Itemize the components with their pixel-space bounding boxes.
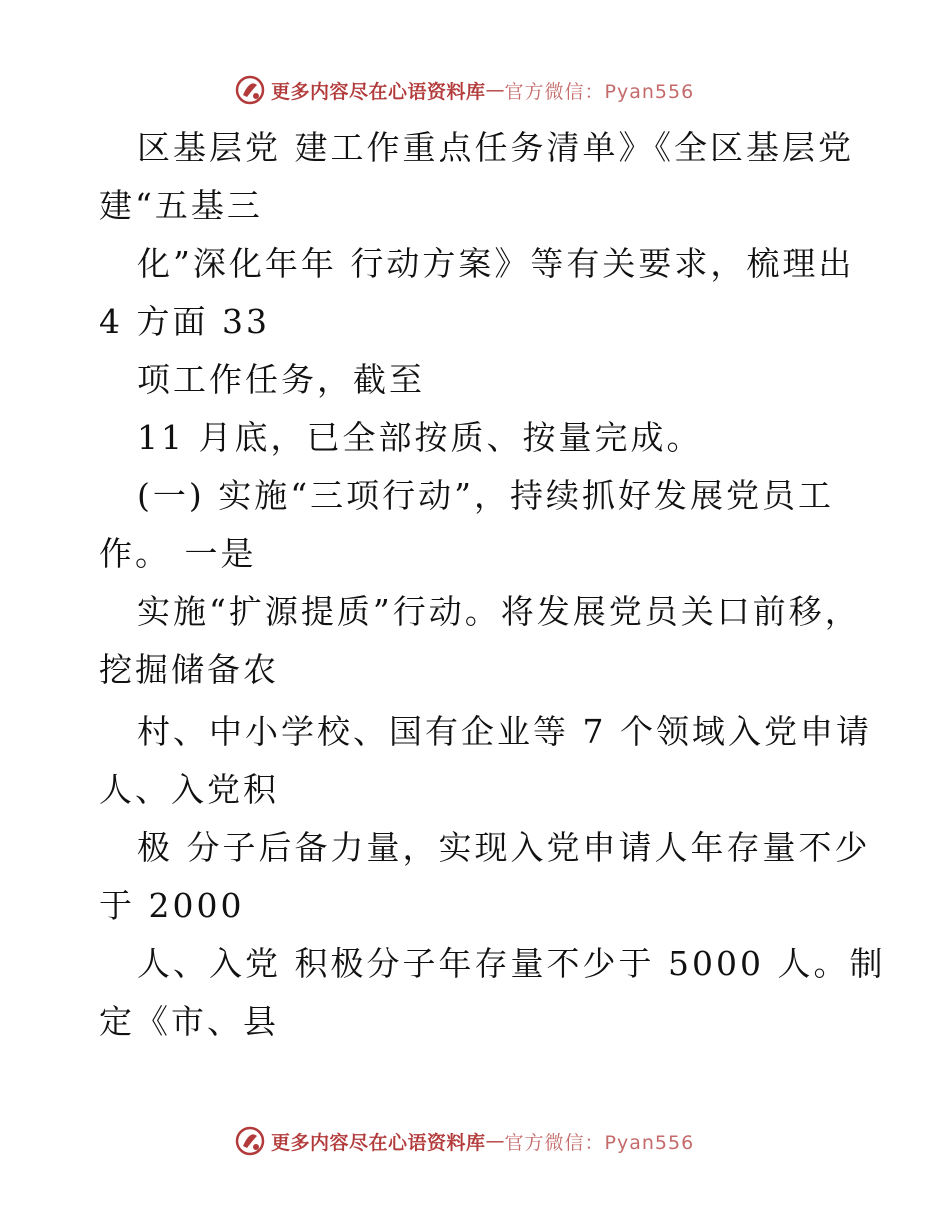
body-line: 于 2000 <box>99 886 245 925</box>
body-line: 化”深化年年 行动方案》等有关要求，梳理出 <box>137 244 855 283</box>
body-line: 挖掘储备农 <box>99 650 279 689</box>
body-line: 4 方面 33 <box>99 302 270 341</box>
body-line: 11 月底，已全部按质、按量完成。 <box>137 418 703 457</box>
banner-wechat-text: 官方微信：Pyan556 <box>504 80 695 103</box>
body-line: 实施“扩源提质”行动。将发展党员关口前移， <box>137 592 861 631</box>
banner-wechat-text: 官方微信：Pyan556 <box>504 1131 695 1154</box>
body-line: 区基层党 建工作重点任务清单》《全区基层党 <box>137 128 854 167</box>
body-line: 极 分子后备力量，实现入党申请人年存量不少 <box>137 828 871 867</box>
body-line: 人、入党 积极分子年存量不少于 5000 人。制 <box>137 944 886 983</box>
body-line: 建“五基三 <box>99 186 263 225</box>
body-line: (一) 实施“三项行动”，持续抓好发展党员工 <box>137 476 834 515</box>
banner-site-text: 更多内容尽在心语资料库 <box>271 1131 486 1154</box>
body-line: 人、入党积 <box>99 770 279 809</box>
body-line: 村、中小学校、国有企业等 7 个领域入党申请 <box>137 712 872 751</box>
body-line: 项工作任务，截至 <box>137 360 425 399</box>
banner-dash: — <box>485 1130 505 1152</box>
footer-banner <box>235 1124 694 1158</box>
header-banner <box>235 73 694 107</box>
red-seal-logo-icon <box>235 1126 265 1156</box>
banner-site-text: 更多内容尽在心语资料库 <box>271 80 486 103</box>
body-line: 定《市、县 <box>99 1002 279 1041</box>
body-line: 作。 一是 <box>99 534 257 573</box>
banner-dash: — <box>485 79 505 101</box>
red-seal-logo-icon <box>235 75 265 105</box>
